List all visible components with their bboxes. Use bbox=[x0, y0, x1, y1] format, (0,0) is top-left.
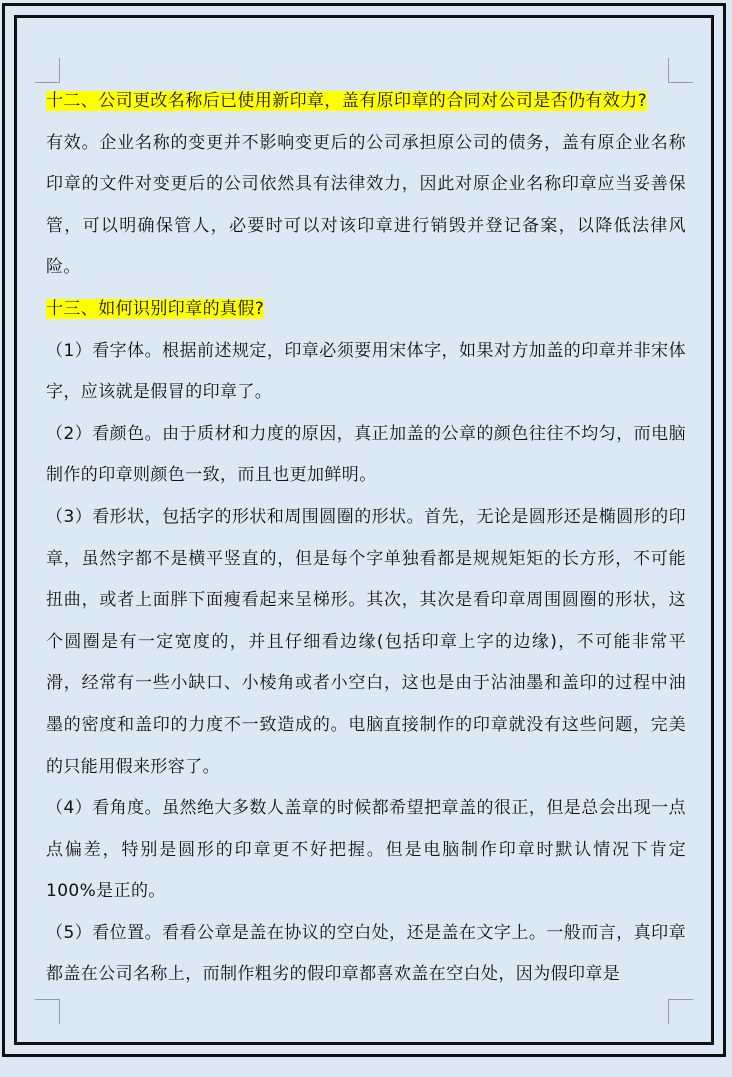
section-heading-13 bbox=[46, 289, 686, 331]
corner-mark-bottom-left bbox=[35, 999, 60, 1024]
heading-13-text: 十三、如何识别印章的真假? bbox=[46, 298, 265, 319]
list-item-3: （3）看形状，包括字的形状和周围圆圈的形状。首先，无论是圆形还是椭圆形的印章，虽然字都不是横平竖直的，但是每个字单独看都是规规矩矩的长方形，不可能扭曲，或者上面胖下面瘦看起来呈梯形。其次，其次是看印章周围圆圈的形状，这个圆圈是有一定宽度的，并且仔细看边缘(包括印章上字的边缘)，不可能非常平滑，经常有一些小缺口、小棱角或者小空白，这也是由于沾油墨和盖印的过程中油墨的密度和盖印的力度不一致造成的。电脑直接制作的印章就没有这些问题，完美的只能用假来形容了。 bbox=[46, 506, 686, 777]
list-item-1: （1）看字体。根据前述规定，印章必须要用宋体字，如果对方加盖的印章并非宋体字，应该就是假冒的印章了。 bbox=[46, 340, 686, 403]
page-border-outer bbox=[2, 3, 726, 1057]
corner-mark-top-left bbox=[35, 58, 60, 83]
page-border-inner bbox=[14, 15, 714, 1045]
list-item-2: （2）看颜色。由于质材和力度的原因，真正加盖的公章的颜色往往不均匀，而电脑制作的印章则颜色一致，而且也更加鲜明。 bbox=[46, 423, 686, 486]
heading-12-text: 十二、公司更改名称后已使用新印章，盖有原印章的合同对公司是否仍有效力? bbox=[46, 91, 648, 111]
corner-mark-top-right bbox=[668, 58, 693, 83]
paragraph-12: 有效。企业名称的变更并不影响变更后的公司承担原公司的债务，盖有原企业名称印章的文件对变更后的公司依然具有法律效力，因此对原企业名称印章应当妥善保管，可以明确保管人，必要时可以对该印章进行销毁并登记备案，以降低法律风险。 bbox=[46, 132, 686, 278]
document-body bbox=[46, 81, 686, 996]
section-heading-12 bbox=[46, 81, 686, 123]
list-item-5: （5）看位置。看看公章是盖在协议的空白处，还是盖在文字上。一般而言，真印章都盖在公司名称上，而制作粗劣的假印章都喜欢盖在空白处，因为假印章是 bbox=[46, 922, 686, 985]
list-item-4: （4）看角度。虽然绝大多数人盖章的时候都希望把章盖的很正，但是总会出现一点点偏差，特别是圆形的印章更不好把握。但是电脑制作印章时默认情况下肯定 100%是正的。 bbox=[46, 798, 686, 902]
corner-mark-bottom-right bbox=[668, 999, 693, 1024]
